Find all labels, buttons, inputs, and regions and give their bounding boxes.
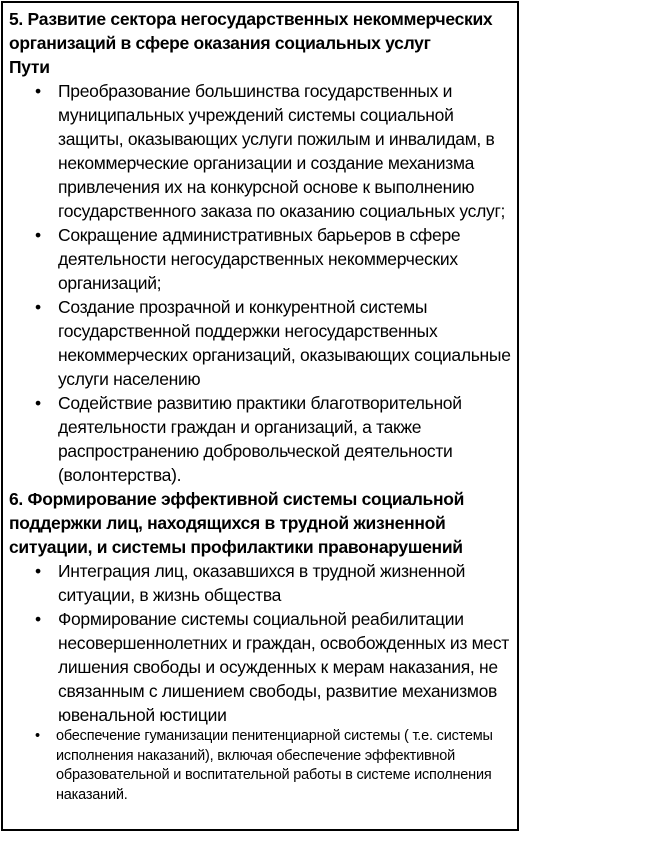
section-5-heading: 5. Развитие сектора негосударственных некоммерческих организаций в сфере оказания социальных услуг bbox=[9, 9, 493, 53]
section-6-bullet-list bbox=[9, 559, 511, 727]
bullet-item: • Создание прозрачной и конкурентной системы государственной поддержки негосударственных некоммерческих организаций, оказывающих социальные услуги населению bbox=[9, 295, 511, 391]
section-6-small-bullet-list bbox=[9, 727, 511, 805]
bullet-item: • Преобразование большинства государственных и муниципальных учреждений системы социальной защиты, оказывающих услуги пожилым и инвалидам, в некоммерческие организации и создание механизма привлечения их на конкурсной основе к выполнению государственного заказа по оказанию социальных услуг; bbox=[9, 79, 511, 223]
section-6 bbox=[9, 487, 511, 805]
bullet-item: • Формирование системы социальной реабилитации несовершеннолетних и граждан, освобожденных из мест лишения свободы и осужденных к мерам наказания, не связанным с лишением свободы, развитие механизмов ювенальной юстиции bbox=[9, 607, 511, 727]
bullet-item: • Интеграция лиц, оказавшихся в трудной жизненной ситуации, в жизнь общества bbox=[9, 559, 511, 607]
section-5 bbox=[9, 7, 511, 487]
section-6-heading: 6. Формирование эффективной системы социальной поддержки лиц, находящихся в трудной жизненной ситуации, и системы профилактики правонарушений bbox=[9, 489, 465, 557]
bullet-item: • Содействие развитию практики благотворительной деятельности граждан и организаций, а также распространению добровольческой деятельности (волонтерства). bbox=[9, 391, 511, 487]
bullet-item: • Сокращение административных барьеров в сфере деятельности негосударственных некоммерческих организаций; bbox=[9, 223, 511, 295]
document-text-box bbox=[1, 1, 519, 831]
section-5-subheading: Пути bbox=[9, 57, 50, 77]
section-5-bullet-list bbox=[9, 79, 511, 487]
bullet-item-small: • обеспечение гуманизации пенитенциарной системы ( т.е. системы исполнения наказаний), включая обеспечение эффективной образовательной и воспитательной работы в системе исполнения наказаний. bbox=[9, 727, 511, 805]
